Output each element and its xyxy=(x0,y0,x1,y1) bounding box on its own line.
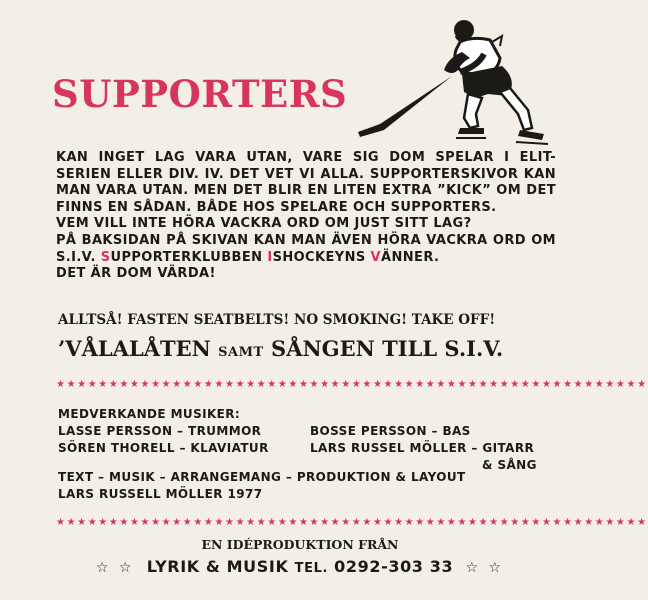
credit-line: LARS RUSSEL MÖLLER – GITARR xyxy=(310,441,535,455)
star-divider-top: ★★★★★★★★★★★★★★★★★★★★★★★★★★★★★★★★★★★★★★★★★★★★★★★★★★★★★★★★ xyxy=(56,379,648,390)
tagline: ALLTSÅ! FASTEN SEATBELTS! NO SMOKING! TAKE OFF! xyxy=(58,312,496,328)
star-divider-bottom: ★★★★★★★★★★★★★★★★★★★★★★★★★★★★★★★★★★★★★★★★★★★★★★★★★★★★★★★★ xyxy=(56,517,648,528)
credit-line: LARS RUSSELL MÖLLER 1977 xyxy=(58,487,263,501)
highlight-i: I xyxy=(267,249,273,265)
body-paragraph-1: KAN INGET LAG VARA UTAN, VARE SIG DOM SPELAR I ELIT-SERIEN ELLER DIV. IV. DET VET VI ALLA. SUPPORTERSKIVOR KAN MAN VARA UTAN. MEN DET BLIR EN LITEN EXTRA ”KICK” OM DET FINNS EN SÅDAN. BÅDE HOS SPELARE OCH SUPPORTERS. xyxy=(56,150,556,215)
footer-line-1: EN IDÉPRODUKTION FRÅN xyxy=(201,537,399,552)
page-title: SUPPORTERS xyxy=(52,72,348,116)
credit-line: BOSSE PERSSON – BAS xyxy=(310,424,471,438)
credit-line: & SÅNG xyxy=(482,458,537,472)
word-supporterklubben: UPPORTERKLUBBEN xyxy=(110,249,268,265)
credits-heading: MEDVERKANDE MUSIKER: xyxy=(58,407,241,421)
body-text xyxy=(56,150,556,283)
song-title-2: SÅNGEN TILL S.I.V. xyxy=(271,336,504,361)
tel-number: 0292-303 33 xyxy=(334,557,454,576)
tel-label: TEL. xyxy=(294,561,328,576)
star-outline-icon: ☆ ☆ xyxy=(95,560,135,576)
credit-line: LASSE PERSSON – TRUMMOR xyxy=(58,424,262,438)
hockey-player-icon xyxy=(352,6,562,146)
song-samt: SAMT xyxy=(218,345,264,360)
word-vanner: ÄNNER. xyxy=(381,249,440,265)
body-paragraph-3 xyxy=(56,233,556,266)
body-paragraph-3-start: PÅ BAKSIDAN PÅ SKIVAN KAN MAN ÄVEN HÖRA VACKRA ORD OM S.I.V. xyxy=(56,232,556,265)
body-paragraph-4: DET ÄR DOM VÄRDA! xyxy=(56,266,216,282)
credits-right xyxy=(310,423,537,474)
credit-line: TEXT – MUSIK – ARRANGEMANG – PRODUKTION & LAYOUT xyxy=(58,470,466,484)
song-titles xyxy=(58,336,503,361)
highlight-s: S xyxy=(100,249,111,265)
footer-line-2 xyxy=(0,557,600,576)
star-outline-icon: ☆ ☆ xyxy=(465,560,505,576)
credits-production xyxy=(58,469,466,503)
body-paragraph-2: VEM VILL INTE HÖRA VACKRA ORD OM JUST SITT LAG? xyxy=(56,216,472,232)
credit-line: SÖREN THORELL – KLAVIATUR xyxy=(58,441,269,455)
word-ishockeyns: SHOCKEYNS xyxy=(272,249,371,265)
credits-left xyxy=(58,423,269,457)
highlight-v: V xyxy=(370,249,382,265)
brand-name: LYRIK & MUSIK xyxy=(146,557,289,576)
song-title-1: ’VÅLALÅTEN xyxy=(58,336,211,361)
